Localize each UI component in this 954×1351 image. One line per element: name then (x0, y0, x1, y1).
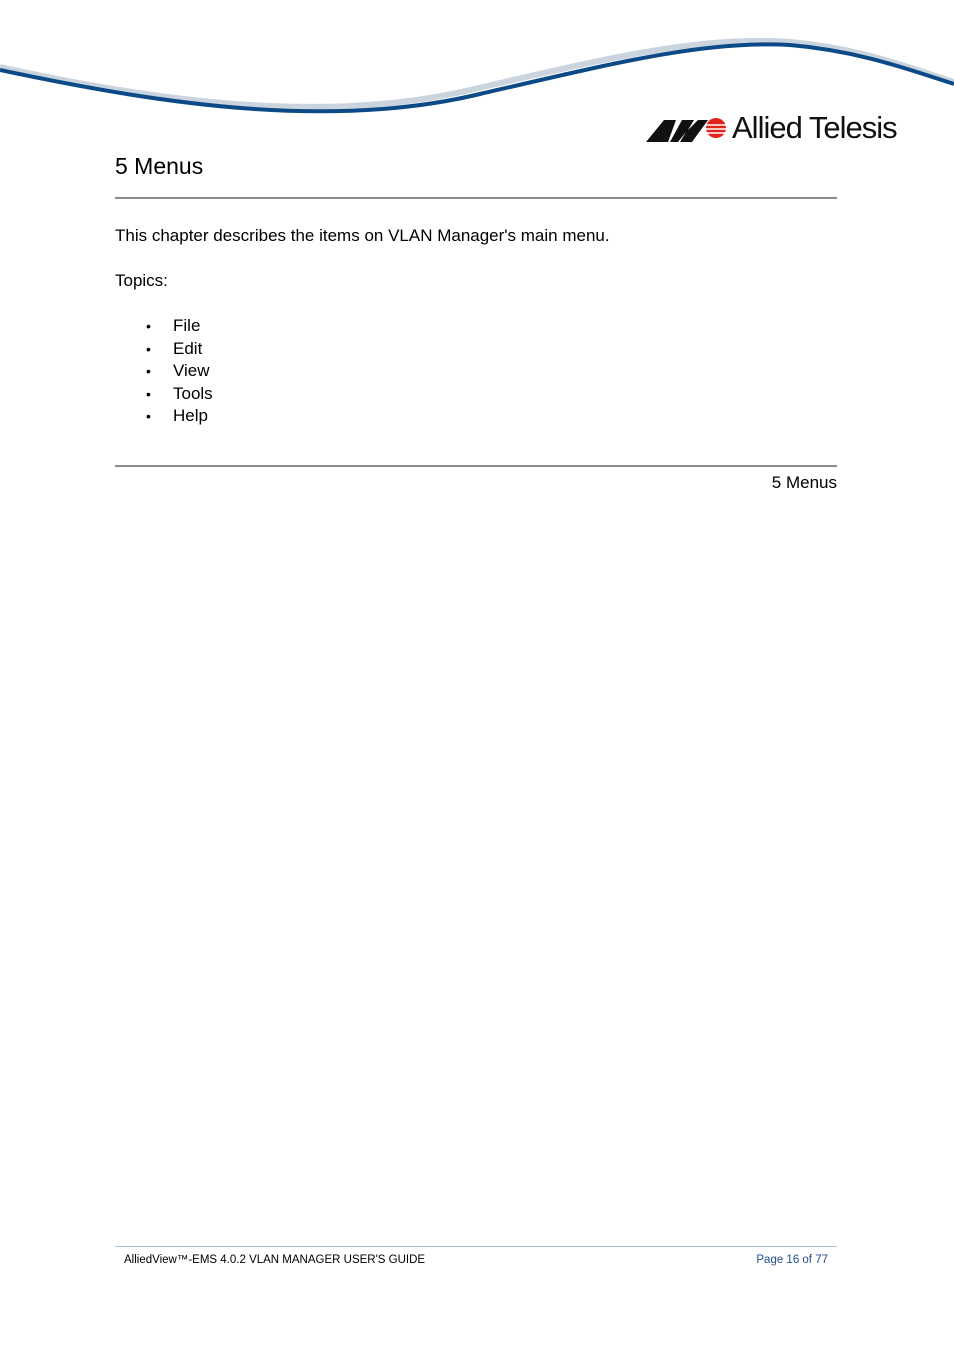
title-divider (115, 197, 837, 199)
bullet: • (146, 318, 151, 334)
bullet: • (146, 385, 151, 402)
topic-label: Help (173, 406, 208, 425)
bullet: • (146, 340, 151, 357)
topic-label: Edit (173, 338, 203, 358)
topic-list (115, 315, 213, 428)
topic-label: View (173, 361, 210, 380)
topic-item-view[interactable] (115, 360, 213, 383)
logo-wordmark: Allied Telesis (732, 110, 897, 145)
allied-telesis-logo (646, 108, 897, 148)
footer-doc-title: AlliedView™-EMS 4.0.2 VLAN MANAGER USER'S GUIDE (124, 1254, 426, 1266)
allied-telesis-logo-icon (646, 114, 728, 142)
swoosh-dark-band (0, 44, 954, 111)
section-divider (115, 465, 837, 467)
bullet: • (146, 408, 151, 424)
topics-label: Topics: (115, 271, 168, 290)
topic-item-file[interactable] (115, 315, 213, 338)
section-footer-label: 5 Menus (771, 473, 837, 492)
topic-label: Tools (173, 383, 213, 403)
topic-item-edit[interactable] (115, 338, 213, 361)
topic-item-help[interactable] (115, 405, 213, 428)
footer-page-number: Page 16 of 77 (756, 1254, 828, 1266)
footer-divider (115, 1246, 837, 1247)
topic-label: File (173, 316, 201, 335)
chapter-title: 5 Menus (115, 153, 204, 179)
bullet: • (146, 363, 151, 379)
chapter-intro: This chapter describes the items on VLAN Manager's main menu. (115, 226, 610, 245)
topic-item-tools[interactable] (115, 383, 213, 406)
